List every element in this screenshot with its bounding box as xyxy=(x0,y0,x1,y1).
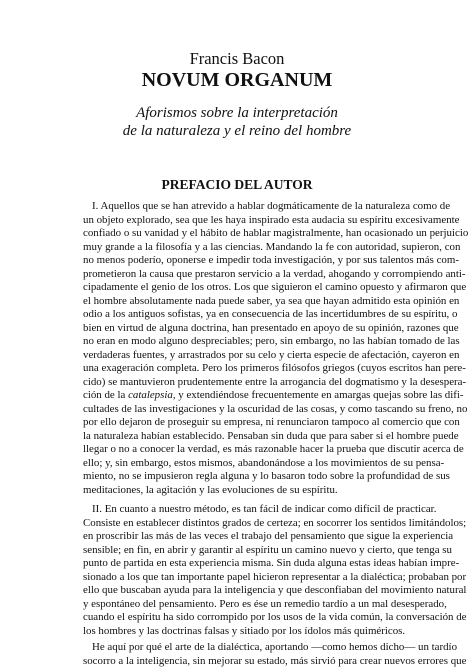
text-line: muy grande a la filosofía y a las ciencias. Mandando la fe con autoridad, supieron, con xyxy=(83,240,461,253)
text-line: y espontáneo del pensamiento. Pero es ése un remedio tardío a un mal desesperado, xyxy=(83,597,447,610)
text-line: ello; y, sin embargo, estos mismos, abandonándose a los movimientos de su pensa- xyxy=(83,456,445,469)
text-line: prometieron la causa que prestaron servicio a la verdad, ahogando y corrompiendo anti- xyxy=(83,267,466,280)
text-line: He aquí por qué el arte de la dialéctica, aportando —como hemos dicho— un tardío xyxy=(92,641,458,653)
text-line: el hombre absolutamente nada puede saber, ya sea que hayan admitido esta opinión en xyxy=(83,294,460,307)
text-line: socorro a la inteligencia, sin mejorar su estado, más sirvió para crear nuevos errores que xyxy=(83,654,467,667)
text-line: sensible; en fin, en abrir y garantir al espíritu un camino nuevo y cierto, que tenga su xyxy=(83,543,452,556)
text-line: II. En cuanto a nuestro método, es tan fácil de indicar como difícil de practicar. xyxy=(92,503,437,515)
text-line: en proscribir las más de las veces el trabajo del pensamiento que sigue la experiencia xyxy=(83,530,454,542)
text-line: confiado o su vanidad y el hábito de hablar magistralmente, han ocasionado un perjuicio xyxy=(83,227,469,239)
text-line: cido) se mantuvieron prudentemente entre la arrogancia del dogmatismo y la desespera- xyxy=(83,375,467,388)
text-line: un objeto explorado, sea que les haya inspirado esta audacia su espíritu excesivamente xyxy=(83,213,460,226)
book-title: NOVUM ORGANUM xyxy=(141,69,333,91)
text-line: bien en virtud de alguna doctrina, han presentado en apoyo de su opinión, razones que xyxy=(83,321,459,334)
book-author: Francis Bacon xyxy=(189,49,285,68)
text-line: por ello dejaron de proseguir su empresa, ni renunciaron tampoco al comercio que con xyxy=(83,416,460,428)
text-line: cultades de las investigaciones y la oscuridad de las cosas, y como tascando su freno, no xyxy=(83,402,468,415)
text-line: odio a los antiguos sofistas, ya en consecuencia de las incertidumbres de su espíritu, o xyxy=(83,308,458,320)
text-line: no eran en modo alguno despreciables; pero, sin embargo, no las habían tomado de las xyxy=(83,335,460,347)
book-subtitle xyxy=(0,104,474,140)
text-line: verdaderas fuentes, y arrastrados por su celo y cierta especie de afectación, cayeron en xyxy=(83,348,460,361)
text-line: llegar o no a conocer la verdad, es más razonable hacer la prueba que discutir acerca de xyxy=(83,443,464,455)
text-fragment: ción de la xyxy=(83,389,129,401)
text-line: los hombres y las doctrinas falsas y sitiado por los ídolos más quiméricos. xyxy=(83,624,406,637)
text-line: ello que buscaban ayuda para la inteligencia y que desconfiaban del movimiento natural xyxy=(83,584,467,596)
text-line: Consiste en establecer distintos grados de certeza; en socorrer los sentidos limitándolos; xyxy=(83,516,467,529)
text-line: I. Aquellos que se han atrevido a hablar dogmáticamente de la naturaleza como de xyxy=(92,200,451,212)
text-line: miento, no se impusieron regla alguna y lo basaron todo sobre la profundidad de sus xyxy=(83,470,450,482)
text-line: punto de partida en esta experiencia misma. Sin duda alguna estas ideas habían impre- xyxy=(83,557,460,569)
subtitle-line: Aforismos sobre la interpretación xyxy=(136,105,338,121)
emphasized-term: catalepsia xyxy=(128,389,173,401)
section-heading: PREFACIO DEL AUTOR xyxy=(161,177,313,192)
text-fragment: , y extendiéndose frecuentemente en amargas quejas sobre las difi- xyxy=(172,389,464,401)
text-line: la naturaleza habían establecido. Pensaban sin duda que para saber si el hombre puede xyxy=(83,429,459,442)
text-line: cipadamente el genio de los otros. Los que siguieron el camino opuesto y afirmaron que xyxy=(83,281,467,293)
text-line: sionado a los que tan importante papel hicieron representar a la dialéctica; probaban por xyxy=(83,570,467,583)
text-line: meditaciones, la agitación y las evoluciones de su espíritu. xyxy=(83,483,338,496)
subtitle-line: de la naturaleza y el reino del hombre xyxy=(122,123,352,139)
text-line xyxy=(83,389,464,402)
text-line: no menos poderío, oponerse e impedir toda investigación, y por sus talentos más com- xyxy=(83,254,459,266)
text-line: cuando el espíritu ha sido corrompido por los usos de la vida común, la conversación de xyxy=(83,611,467,623)
text-line: una exageración completa. Pero los primeros filósofos griegos (cuyos escritos han pere- xyxy=(83,362,466,374)
